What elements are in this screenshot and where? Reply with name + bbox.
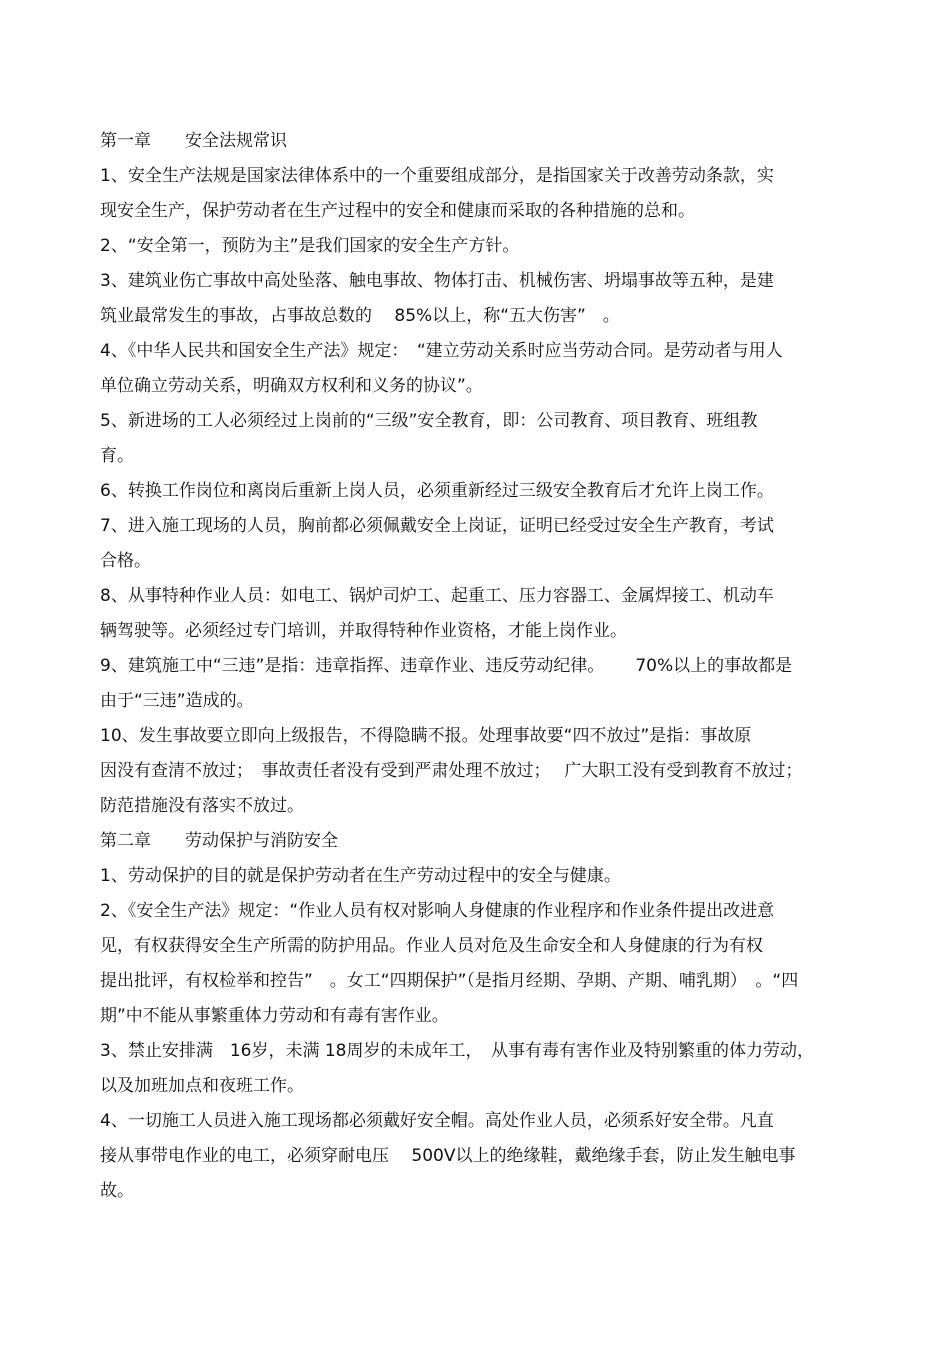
- paragraph-line: 合格。: [100, 551, 151, 571]
- paragraph-line: 提出批评，有权检举和控告” 。女工“四期保护”（是指月经期、孕期、产期、哺乳期） 。“四: [100, 971, 799, 991]
- paragraph-line: 8、从事特种作业人员：如电工、锅炉司炉工、起重工、压力容器工、金属焊接工、机动车: [100, 586, 774, 606]
- paragraph-line: 因没有查清不放过； 事故责任者没有受到严肃处理不放过； 广大职工没有受到教育不放过；: [100, 761, 803, 781]
- paragraph-line: 7、进入施工现场的人员，胸前都必须佩戴安全上岗证，证明已经受过安全生产教育，考试: [100, 516, 774, 536]
- paragraph-line: 期”中不能从事繁重体力劳动和有毒有害作业。: [100, 1006, 449, 1026]
- paragraph-line: 育。: [100, 446, 134, 466]
- paragraph-line: 2、《安全生产法》规定：“作业人员有权对影响人身健康的作业程序和作业条件提出改进意: [100, 901, 775, 921]
- paragraph-line: 由于“三违”造成的。: [100, 691, 254, 711]
- paragraph-line: 1、劳动保护的目的就是保护劳动者在生产劳动过程中的安全与健康。: [100, 866, 621, 886]
- paragraph-line: 筑业最常发生的事故，占事故总数的 85%以上，称“五大伤害” 。: [100, 306, 620, 326]
- paragraph-line: 10、发生事故要立即向上级报告，不得隐瞒不报。处理事故要“四不放过”是指：事故原: [100, 726, 752, 746]
- paragraph-line: 5、新进场的工人必须经过上岗前的“三级”安全教育，即：公司教育、项目教育、班组教: [100, 411, 758, 431]
- chapter-2-heading: 第二章 劳动保护与消防安全: [100, 831, 338, 851]
- paragraph-line: 9、建筑施工中“三违”是指：违章指挥、违章作业、违反劳动纪律。 70%以上的事故都是: [100, 656, 793, 676]
- paragraph-line: 单位确立劳动关系，明确双方权利和义务的协议”。: [100, 376, 483, 396]
- paragraph-line: 接从事带电作业的电工，必须穿耐电压 500V以上的绝缘鞋，戴绝缘手套，防止发生触电事: [100, 1146, 796, 1166]
- paragraph-line: 1、安全生产法规是国家法律体系中的一个重要组成部分，是指国家关于改善劳动条款，实: [100, 166, 774, 186]
- paragraph-line: 现安全生产，保护劳动者在生产过程中的安全和健康而采取的各种措施的总和。: [100, 201, 695, 221]
- paragraph-line: 防范措施没有落实不放过。: [100, 796, 304, 816]
- chapter-1-heading: 第一章 安全法规常识: [100, 131, 287, 151]
- paragraph-line: 见，有权获得安全生产所需的防护用品。作业人员对危及生命安全和人身健康的行为有权: [100, 936, 763, 956]
- paragraph-line: 以及加班加点和夜班工作。: [100, 1076, 304, 1096]
- paragraph-line: 4、《中华人民共和国安全生产法》规定： “建立劳动关系时应当劳动合同。是劳动者与用人: [100, 341, 783, 361]
- paragraph-line: 4、一切施工人员进入施工现场都必须戴好安全帽。高处作业人员，必须系好安全带。凡直: [100, 1111, 774, 1131]
- paragraph-line: 3、禁止安排满 16岁，未满 18周岁的未成年工， 从事有毒有害作业及特别繁重的体力劳动，: [100, 1041, 814, 1061]
- paragraph-line: 2、“安全第一，预防为主”是我们国家的安全生产方针。: [100, 236, 520, 256]
- paragraph-line: 故。: [100, 1181, 134, 1201]
- paragraph-line: 辆驾驶等。必须经过专门培训，并取得特种作业资格，才能上岗作业。: [100, 621, 627, 641]
- paragraph-line: 6、转换工作岗位和离岗后重新上岗人员，必须重新经过三级安全教育后才允许上岗工作。: [100, 481, 774, 501]
- paragraph-line: 3、建筑业伤亡事故中高处坠落、触电事故、物体打击、机械伤害、坍塌事故等五种，是建: [100, 271, 774, 291]
